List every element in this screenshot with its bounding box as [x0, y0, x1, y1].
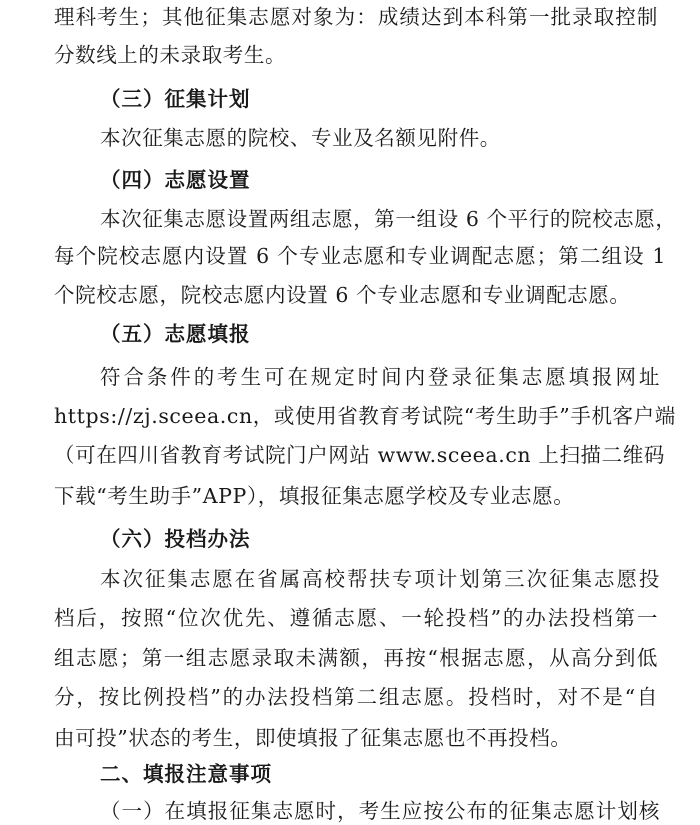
paragraph-line: 分数线上的未录取考生。 [54, 43, 287, 67]
section-heading: （四）志愿设置 [100, 168, 251, 192]
paragraph-line: 本次征集志愿在省属高校帮扶专项计划第三次征集志愿投 [100, 567, 660, 591]
paragraph-line: 符合条件的考生可在规定时间内登录征集志愿填报网址 [100, 365, 660, 389]
paragraph-line: 组志愿；第一组志愿录取未满额，再按“根据志愿，从高分到低 [54, 646, 658, 670]
paragraph-line: 档后，按照“位次优先、遵循志愿、一轮投档”的办法投档第一 [54, 606, 658, 630]
paragraph-line: （可在四川省教育考试院门户网站 www.sceea.cn 上扫描二维码 [54, 443, 665, 467]
section-heading: （三）征集计划 [100, 87, 251, 111]
section-heading: （六）投档办法 [100, 527, 251, 551]
paragraph-line: 本次征集志愿的院校、专业及名额见附件。 [100, 126, 501, 150]
paragraph-line: 分，按比例投档”的办法投档第二组志愿。投档时，对不是“自 [54, 685, 658, 709]
paragraph-line: 理科考生；其他征集志愿对象为：成绩达到本科第一批录取控制 [54, 5, 658, 29]
section-heading: 二、填报注意事项 [100, 762, 272, 786]
paragraph-line: https://zj.sceea.cn，或使用省教育考试院“考生助手”手机客户端 [54, 404, 676, 428]
section-heading: （五）志愿填报 [100, 322, 251, 346]
paragraph-line: （一）在填报征集志愿时，考生应按公布的征集志愿计划核 [100, 799, 660, 823]
paragraph-line: 下载“考生助手”APP），填报征集志愿学校及专业志愿。 [54, 484, 575, 508]
paragraph-line: 每个院校志愿内设置 6 个专业志愿和专业调配志愿；第二组设 1 [54, 244, 666, 268]
paragraph-line: 个院校志愿，院校志愿内设置 6 个专业志愿和专业调配志愿。 [54, 283, 631, 307]
paragraph-line: 由可投”状态的考生，即使填报了征集志愿也不再投档。 [54, 726, 572, 750]
paragraph-line: 本次征集志愿设置两组志愿，第一组设 6 个平行的院校志愿， [100, 207, 677, 231]
